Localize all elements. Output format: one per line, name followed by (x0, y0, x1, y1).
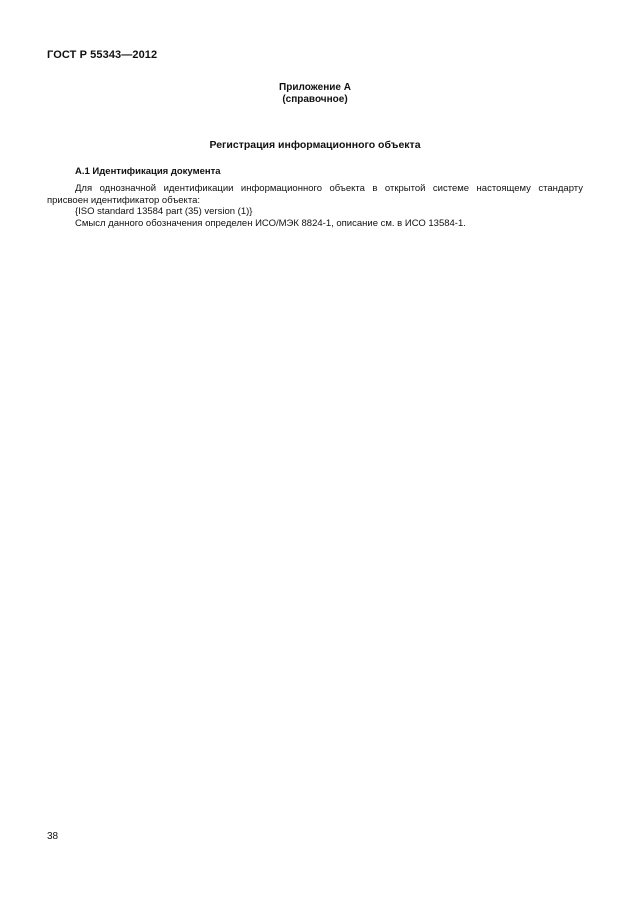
paragraph-meaning: Смысл данного обозначения определен ИСО/МЭК 8824-1, описание см. в ИСО 13584-1. (75, 218, 466, 230)
section-heading: А.1 Идентификация документа (75, 166, 221, 177)
appendix-label-block (0, 82, 630, 106)
paragraph-identification: Для однозначной идентификации информационного объекта в открытой системе настоящему стандарту присвоен идентификатор объекта: (47, 183, 583, 206)
appendix-kind: (справочное) (282, 94, 348, 105)
appendix-title: Регистрация информационного объекта (209, 139, 421, 151)
section-body (47, 183, 583, 230)
object-identifier: {ISO standard 13584 part (35) version (1)} (75, 206, 253, 218)
document-code-header: ГОСТ Р 55343—2012 (47, 49, 158, 61)
page-number: 38 (47, 831, 59, 842)
appendix-label: Приложение А (279, 82, 351, 93)
